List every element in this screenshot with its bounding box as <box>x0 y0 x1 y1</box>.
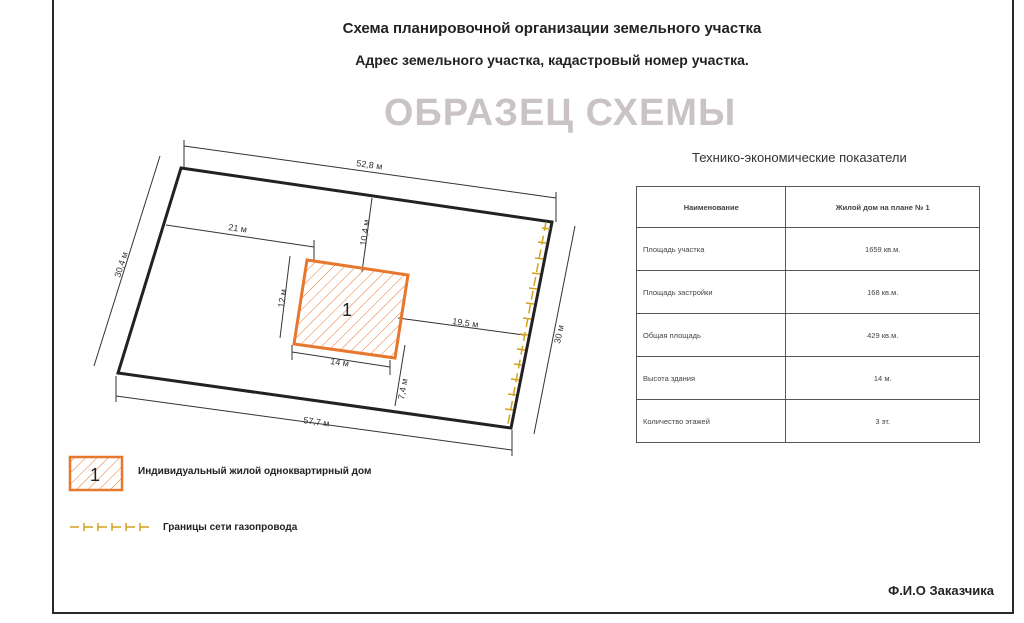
dim-bottom: 57,7 м <box>302 415 331 429</box>
row-name: Площадь участка <box>637 228 786 271</box>
table-row <box>637 400 980 443</box>
watermark: ОБРАЗЕЦ СХЕМЫ <box>383 92 737 134</box>
table-row <box>637 228 980 271</box>
house-number: 1 <box>342 300 353 320</box>
dim-to-right: 19,5 м <box>451 316 480 330</box>
gas-line-ticks <box>505 228 550 410</box>
legend-gas-label: Границы сети газопровода <box>163 522 298 533</box>
header-value: Жилой дом на плане № 1 <box>786 187 980 228</box>
dim-house-height: 12 м <box>276 288 289 309</box>
header-name: Наименование <box>637 187 786 228</box>
row-name: Высота здания <box>637 357 786 400</box>
table-header-row <box>637 187 980 228</box>
page-title: Схема планировочной организации земельного участка <box>342 20 762 37</box>
customer-name: Ф.И.О Заказчика <box>888 583 994 598</box>
row-value: 3 эт. <box>786 400 980 443</box>
dim-top: 52,8 м <box>355 158 384 172</box>
dim-to-top: 10,4 м <box>358 218 372 247</box>
row-value: 14 м. <box>786 357 980 400</box>
table-row <box>637 357 980 400</box>
legend-house-number: 1 <box>90 465 101 485</box>
legend-house-label: Индивидуальный жилой одноквартирный дом <box>138 466 372 477</box>
row-name: Общая площадь <box>637 314 786 357</box>
dim-to-left: 21 м <box>227 222 248 235</box>
legend-gas-symbol <box>70 523 150 531</box>
tep-table <box>636 186 980 443</box>
dim-house-width: 14 м <box>329 356 350 369</box>
row-value: 168 кв.м. <box>786 271 980 314</box>
table-row <box>637 271 980 314</box>
dim-to-bottom: 7,4 м <box>396 377 410 401</box>
page-subtitle: Адрес земельного участка, кадастровый номер участка. <box>355 52 749 68</box>
row-value: 1659 кв.м. <box>786 228 980 271</box>
row-name: Площадь застройки <box>637 271 786 314</box>
tep-title: Технико-экономические показатели <box>692 150 907 165</box>
dim-right: 30 м <box>552 324 566 345</box>
row-name: Количество этажей <box>637 400 786 443</box>
dim-left: 30,4 м <box>112 250 131 279</box>
table-row <box>637 314 980 357</box>
row-value: 429 кв.м. <box>786 314 980 357</box>
gas-line <box>508 222 546 424</box>
